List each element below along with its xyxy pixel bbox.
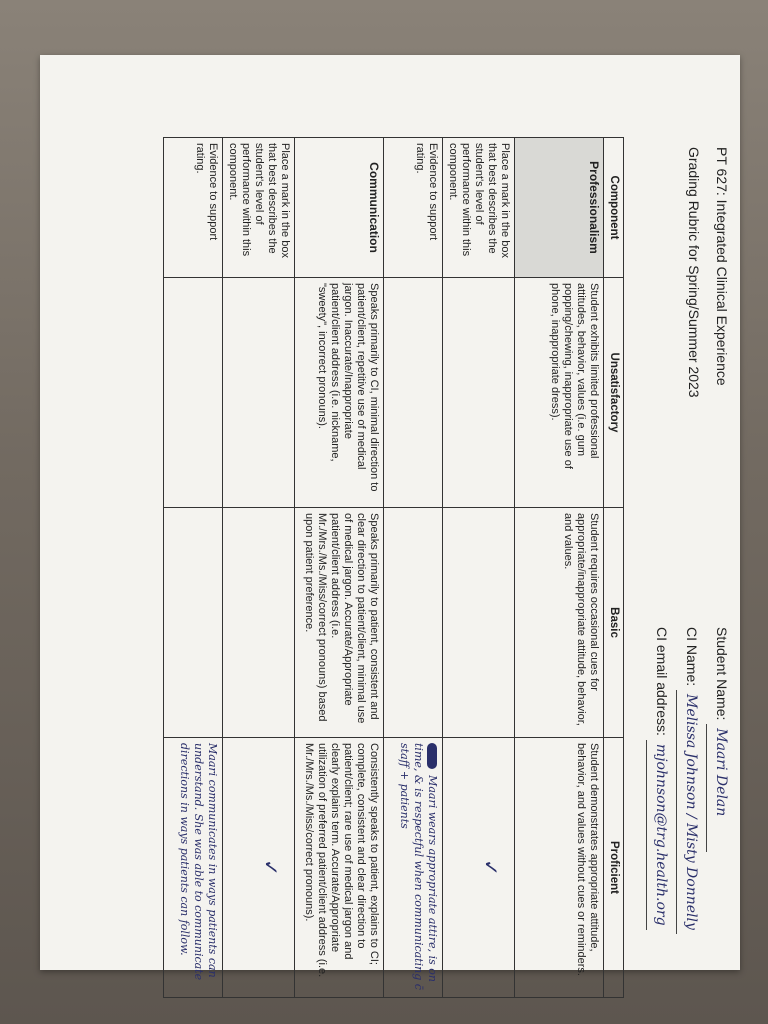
communication-evidence-basic — [164, 508, 223, 738]
rubric-table — [163, 137, 624, 998]
professionalism-evidence-text: Maari wears appropriate attire, is on time, & is respectful when communicating c̄ staff + patients — [398, 743, 439, 990]
communication-mark-unsatisfactory[interactable] — [223, 278, 295, 508]
ci-name-row — [676, 627, 706, 934]
student-name-row — [706, 627, 736, 934]
rotated-page — [104, 127, 744, 1007]
table-row — [295, 138, 384, 998]
professionalism-unsatisfactory: Student exhibits limited professional attitudes, behavior, values (i.e. gum popping/chewing, inappropriate use of phone, inappropriate dress). — [515, 278, 604, 508]
ci-email-label: CI email address: — [654, 627, 670, 736]
professionalism-mark-instruction: Place a mark in the box that best describes the student's level of performance within this component. — [443, 138, 515, 278]
header-proficient: Proficient — [604, 738, 624, 998]
communication-unsatisfactory: Speaks primarily to CI, minimal direction to patient/client, repetitive use of medical jargon. Inaccurate/Inappropriate patient/client address (i.e. nickname, "sweety", incorrect pronouns). — [295, 278, 384, 508]
table-header-row — [604, 138, 624, 998]
student-name-label: Student Name: — [714, 627, 730, 721]
header-component: Component — [604, 138, 624, 278]
component-communication: Communication — [295, 138, 384, 278]
table-row — [164, 138, 223, 998]
ci-name-value: Melissa Johnson / Misty Donnelly — [676, 690, 705, 934]
professionalism-evidence-unsatisfactory — [384, 278, 443, 508]
communication-evidence-text: Maari communicates in ways patients can understand. She was able to communicate directions in ways patients can follow. — [178, 743, 219, 981]
table-row — [515, 138, 604, 998]
professionalism-mark-proficient[interactable] — [443, 738, 515, 998]
header-unsatisfactory: Unsatisfactory — [604, 278, 624, 508]
professionalism-evidence-basic — [384, 508, 443, 738]
communication-proficient: Consistently speaks to patient, explains to CI; complete, consistent and clear direction to patient/client; rare use of medical jargon and clearly explains term. Accurate/Appropriate utilization of preferred patient/client address (i.e. Mr./Mrs./Ms./Miss/correct pronouns). — [295, 738, 384, 998]
professionalism-evidence-label: Evidence to support rating. — [384, 138, 443, 278]
communication-mark-proficient[interactable] — [223, 738, 295, 998]
component-professionalism: Professionalism — [515, 138, 604, 278]
header-left — [680, 147, 736, 398]
header-basic: Basic — [604, 508, 624, 738]
course-title: PT 627: Integrated Clinical Experience — [714, 147, 730, 386]
table-row — [384, 138, 443, 998]
checkmark-icon: ✓ — [259, 859, 283, 876]
professionalism-mark-basic[interactable] — [443, 508, 515, 738]
professionalism-mark-unsatisfactory[interactable] — [443, 278, 515, 508]
communication-evidence-label: Evidence to support rating. — [164, 138, 223, 278]
rubric-title: Grading Rubric for Spring/Summer 2023 — [686, 147, 702, 398]
professionalism-evidence-proficient — [384, 738, 443, 998]
table-row — [223, 138, 295, 998]
table-row — [443, 138, 515, 998]
ci-email-row — [646, 627, 676, 934]
ci-email-value: mjohnson@trg.health.org — [646, 740, 675, 930]
communication-evidence-proficient — [164, 738, 223, 998]
professionalism-basic: Student requires occasional cues for appropriate/inappropriate attitude, behavior, and values. — [515, 508, 604, 738]
header-right — [646, 627, 736, 934]
checkmark-icon: ✓ — [479, 859, 503, 876]
communication-basic: Speaks primarily to patient, consistent and clear direction to patient/client, minimal use of medical jargon. Accurate/Appropriate patient/client address (i.e. Mr./Mrs./Ms./Miss/correct pronouns) based upon patient preference. — [295, 508, 384, 738]
professionalism-proficient: Student demonstrates appropriate attitude, behavior, and values without cues or reminders. — [515, 738, 604, 998]
scribble-mark — [427, 743, 437, 769]
ci-name-label: CI Name: — [684, 627, 700, 687]
student-name-value: Maari Delan — [706, 724, 735, 852]
communication-evidence-unsatisfactory — [164, 278, 223, 508]
communication-mark-instruction: Place a mark in the box that best describes the student's level of performance within this component. — [223, 138, 295, 278]
paper-sheet — [40, 55, 740, 990]
communication-mark-basic[interactable] — [223, 508, 295, 738]
